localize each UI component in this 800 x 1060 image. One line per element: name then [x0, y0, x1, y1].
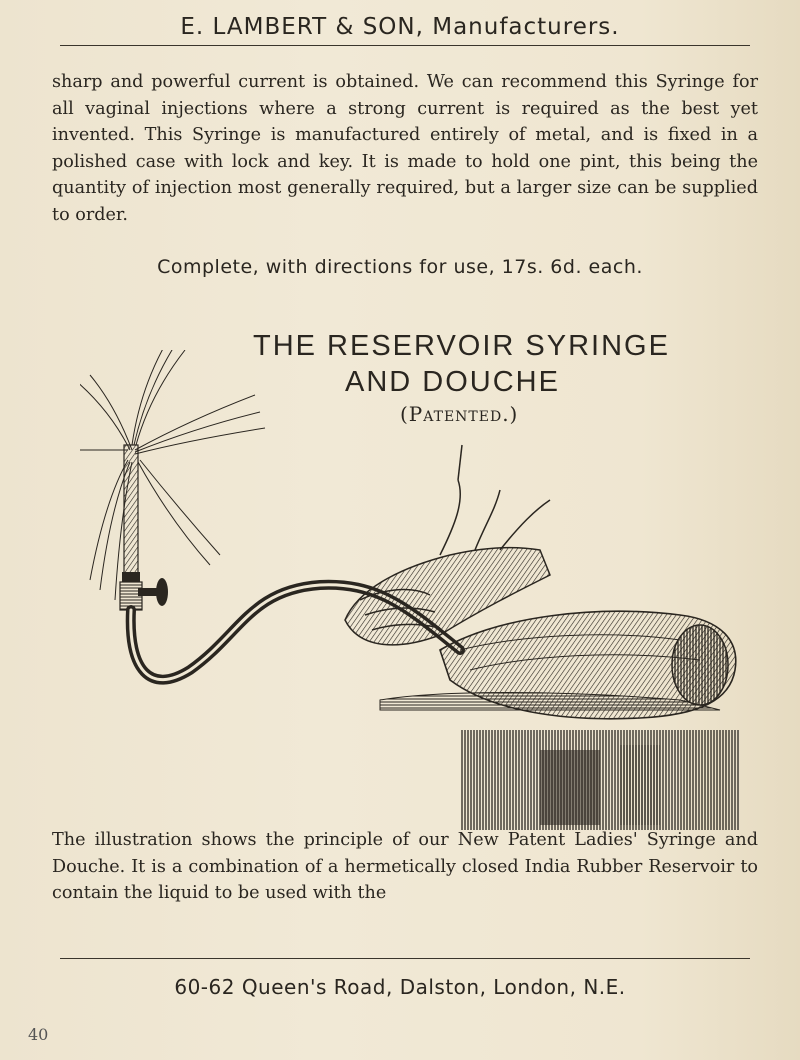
reservoir-syringe-illustration-icon: [80, 350, 760, 840]
spray-jets: [80, 350, 265, 600]
section-title-line-1: THE RESERVOIR SYRINGE: [253, 330, 670, 362]
section-title-patented: (Patented.): [400, 402, 519, 426]
body-paragraph-2: The illustration shows the principle of our New Patent Ladies' Syringe and Douche. It is a combination of a hermetically closed India Rubber Reservoir to contain the liquid to be used with the: [52, 830, 758, 903]
footer-rule: [60, 958, 750, 959]
page-header: E. LAMBERT & SON, Manufacturers.: [180, 14, 620, 40]
header-rule: [60, 45, 750, 46]
price-line: Complete, with directions for use, 17s. 6d. each.: [157, 256, 643, 278]
footer-address: 60-62 Queen's Road, Dalston, London, N.E.: [174, 975, 626, 999]
section-title-line-2: AND DOUCHE: [345, 366, 560, 398]
hand: [345, 445, 550, 645]
body-paragraph-1: sharp and powerful current is obtained. We can recommend this Syringe for all vaginal injections where a strong current is required as the best yet invented. This Syringe is manufactured entirely of metal, and is fixed in a polished case with lock and key. It is made to hold one pint, this being the quantity of injection most generally required, but a larger size can be supplied to order.: [52, 72, 758, 225]
page-number: 40: [28, 1025, 49, 1044]
